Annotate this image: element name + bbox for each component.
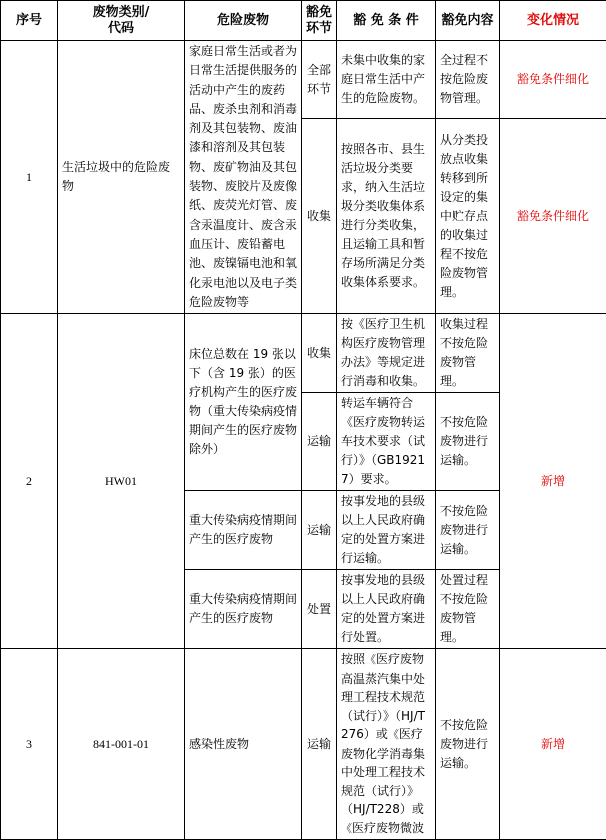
table-row bbox=[1, 649, 606, 840]
row1-change-1: 豁免条件细化 bbox=[500, 41, 606, 119]
row1-category: 生活垃圾中的危险废物 bbox=[58, 41, 185, 314]
row1-change-2: 豁免条件细化 bbox=[500, 119, 606, 314]
row2-content-3: 不按危险废物进行运输。 bbox=[436, 491, 500, 570]
row3-condition-b: 医疗废物高温蒸汽集中处理工程技术规范（试行）》（HJ/T276） bbox=[341, 652, 425, 741]
header-row bbox=[1, 1, 606, 41]
row3-condition-or2: 或 bbox=[412, 802, 424, 816]
header-hazardous: 危险废物 bbox=[185, 1, 302, 41]
row2-waste-c: 重大传染病疫情期间产生的医疗废物 bbox=[185, 570, 302, 649]
row1-stage-1-line1: 全部 bbox=[307, 63, 331, 77]
header-category-line2: 代码 bbox=[108, 21, 134, 36]
row2-waste-b: 重大传染病疫情期间产生的医疗废物 bbox=[185, 491, 302, 570]
row2-content-1: 收集过程不按危险废物管理。 bbox=[436, 314, 500, 393]
row2-stage-3: 运输 bbox=[302, 491, 337, 570]
row2-waste-a: 床位总数在 19 张以下（含 19 张）的医疗机构产生的医疗废物（重大传染病疫情期间产生的医疗废物除外） bbox=[185, 314, 302, 491]
row3-category: 841-001-01 bbox=[58, 649, 185, 840]
row3-condition-sym2: 《 bbox=[388, 728, 399, 741]
row1-content-1: 全过程不按危险废物管理。 bbox=[436, 41, 500, 119]
row2-content-4: 处置过程不按危险废物管理。 bbox=[436, 570, 500, 649]
header-conditions: 豁 免 条 件 bbox=[337, 1, 436, 41]
row3-condition-c: 医疗废物化学消毒集中处理工程技术规范（试行）》（HJ/T228） bbox=[341, 727, 425, 816]
row2-change: 新增 bbox=[500, 314, 606, 649]
header-exempt-stage bbox=[302, 1, 337, 41]
header-exempt-stage-line1: 豁免 bbox=[306, 5, 332, 20]
row1-stage-2: 收集 bbox=[302, 119, 337, 314]
header-exempt-stage-line2: 环节 bbox=[306, 21, 332, 36]
row2-content-2: 不按危险废物进行运输。 bbox=[436, 393, 500, 491]
row1-seq: 1 bbox=[1, 41, 58, 314]
row2-condition-2: 转运车辆符合《医疗废物转运车技术要求（试行）》（GB19217）要求。 bbox=[337, 393, 436, 491]
table-row bbox=[1, 41, 606, 119]
row2-seq: 2 bbox=[1, 314, 58, 649]
row3-condition-sym1: 《 bbox=[365, 653, 376, 666]
header-seq: 序号 bbox=[1, 1, 58, 41]
header-category-line1: 废物类别/ bbox=[93, 5, 150, 20]
row3-seq: 3 bbox=[1, 649, 58, 840]
header-category bbox=[58, 1, 185, 41]
row2-category: HW01 bbox=[58, 314, 185, 649]
row3-condition-sym3: 《 bbox=[341, 822, 352, 835]
row2-condition-3: 按事发地的县级以上人民政府确定的处置方案进行运输。 bbox=[337, 491, 436, 570]
row1-condition-1: 未集中收集的家庭日常生活中产生的危险废物。 bbox=[337, 41, 436, 119]
row3-waste: 感染性废物 bbox=[185, 649, 302, 840]
row1-stage-1 bbox=[302, 41, 337, 119]
row2-stage-2: 运输 bbox=[302, 393, 337, 491]
row2-condition-4: 按事发地的县级以上人民政府确定的处置方案进行处置。 bbox=[337, 570, 436, 649]
header-content: 豁免内容 bbox=[436, 1, 500, 41]
header-changes: 变化情况 bbox=[500, 1, 606, 41]
row1-condition-2: 按照各市、县生活垃圾分类要求，纳入生活垃圾分类收集体系进行分类收集，且运输工具和暂存场所满足分类收集体系要求。 bbox=[337, 119, 436, 314]
row3-content: 不按危险废物进行运输。 bbox=[436, 649, 500, 840]
row1-stage-1-line2: 环节 bbox=[307, 82, 331, 96]
row3-change: 新增 bbox=[500, 649, 606, 840]
row3-condition-a: 按照 bbox=[341, 652, 365, 666]
row3-stage: 运输 bbox=[302, 649, 337, 840]
row2-stage-4: 处置 bbox=[302, 570, 337, 649]
row3-condition bbox=[337, 649, 436, 840]
table-row bbox=[1, 314, 606, 393]
row1-waste: 家庭日常生活或者为日常生活提供服务的活动中产生的废药品、废杀虫剂和消毒剂及其包装物、废油漆和溶剂及其包装物、废矿物油及其包装物、废胶片及废像纸、废荧光灯管、废含汞温度计、废含汞血压计、废铅蓄电池、废镍镉电池和氧化汞电池以及电子类危险废物等 bbox=[185, 41, 302, 314]
row3-condition-or1: 或 bbox=[376, 727, 388, 741]
row1-content-2: 从分类投放点收集转移到所设定的集中贮存点的收集过程不按危险废物管理。 bbox=[436, 119, 500, 314]
row2-stage-1: 收集 bbox=[302, 314, 337, 393]
row2-condition-1: 按《医疗卫生机构医疗废物管理办法》等规定进行消毒和收集。 bbox=[337, 314, 436, 393]
row3-condition-d: 医疗废物微波 bbox=[352, 821, 424, 835]
